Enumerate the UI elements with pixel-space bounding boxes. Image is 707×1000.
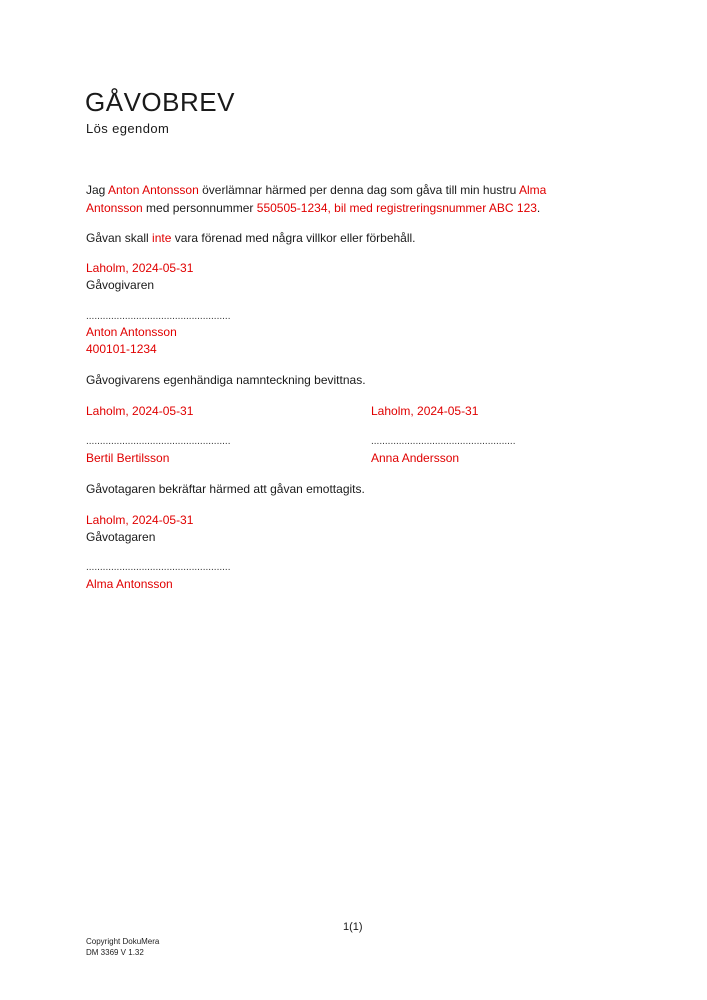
witness-2-signature-line: .................................................... [371,436,516,447]
conditions-emphasis: inte [152,231,172,245]
recipient-name-print: Alma Antonsson [86,577,173,591]
witness-statement: Gåvogivarens egenhändiga namnteckning bevittnas. [86,373,366,387]
witness-2-name: Anna Andersson [371,451,460,465]
footer-copyright: Copyright DokuMera [86,937,160,946]
recipient-details: 550505-1234, bil med registreringsnummer ABC 123 [256,201,537,215]
donor-name: Anton Antonsson [108,183,199,197]
intro-text-1: Jag [86,183,109,197]
conditions-paragraph [86,229,596,247]
intro-text-3: med personnummer [142,201,257,215]
witness-1-name: Bertil Bertilsson [86,451,170,465]
intro-paragraph [86,181,596,217]
document-subtitle: Lös egendom [86,121,170,136]
donor-place-date: Laholm, 2024-05-31 [86,261,194,275]
recipient-name: Alma Antonsson [86,183,547,215]
donor-role: Gåvogivaren [86,278,155,292]
document-title: GÅVOBREV [85,87,235,117]
receipt-statement: Gåvotagaren bekräftar härmed att gåvan emottagits. [86,482,365,496]
conditions-text-1: Gåvan skall [86,231,153,245]
donor-id-number: 400101-1234 [86,342,157,356]
intro-text-2: överlämnar härmed per denna dag som gåva till min hustru [198,183,519,197]
witness-2-place-date: Laholm, 2024-05-31 [371,404,479,418]
witness-1-place-date: Laholm, 2024-05-31 [86,404,194,418]
recipient-signature-line: .................................................... [86,562,231,573]
conditions-text-2: vara förenad med några villkor eller förbehåll. [171,231,416,245]
donor-signature-line: .................................................... [86,311,231,322]
recipient-role: Gåvotagaren [86,530,156,544]
witness-1-signature-line: .................................................... [86,436,231,447]
donor-name-print: Anton Antonsson [86,325,177,339]
page-number: 1(1) [343,921,363,933]
recipient-place-date: Laholm, 2024-05-31 [86,513,194,527]
footer-doc-version: DM 3369 V 1.32 [86,948,144,957]
intro-text-4: . [536,201,541,215]
